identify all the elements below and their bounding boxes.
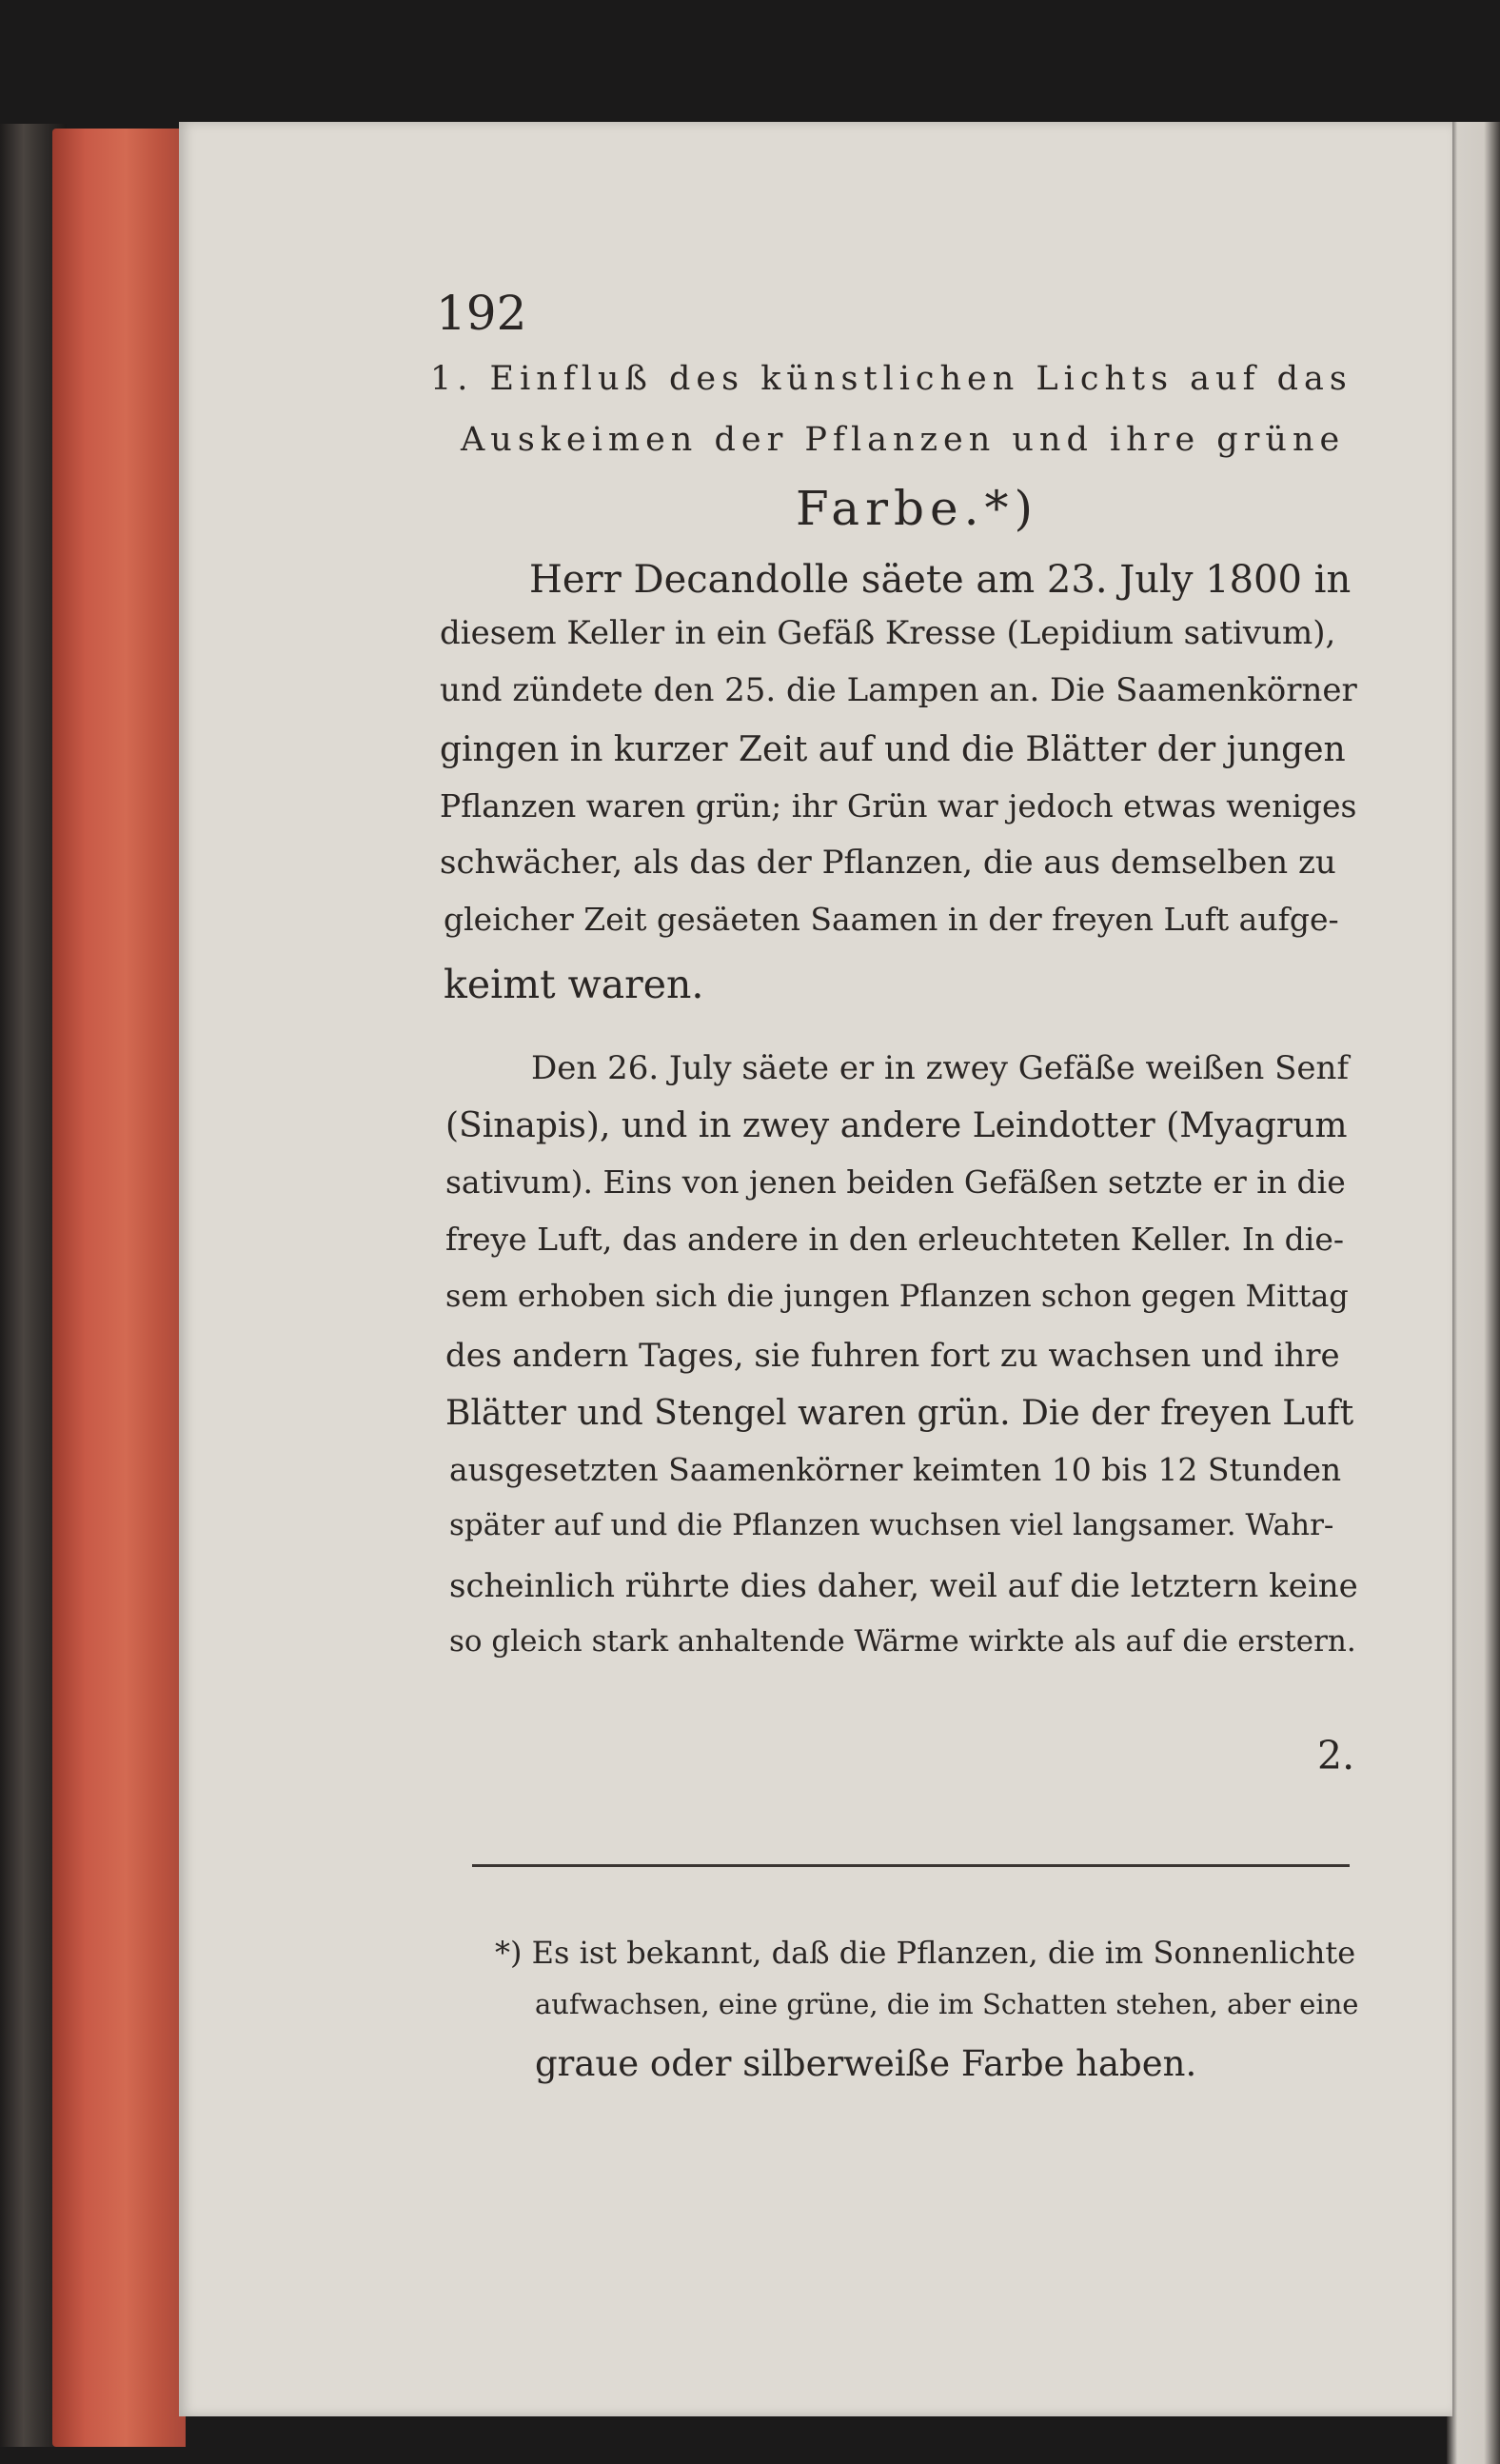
- red-page-edges: [52, 129, 186, 2447]
- paragraph-2-line: so gleich stark anhaltende Wärme wirkte als auf die erstern.: [449, 1624, 1356, 1659]
- paragraph-1-line: und zündete den 25. die Lampen an. Die Saamenkörner: [440, 671, 1357, 709]
- paragraph-1-line: gingen in kurzer Zeit auf und die Blätter der jungen: [440, 730, 1346, 769]
- heading-line-2: Auskeimen der Pflanzen und ihre grüne: [461, 421, 1346, 459]
- paragraph-2-line: ausgesetzten Saamenkörner keimten 10 bis 12 Stunden: [449, 1451, 1342, 1488]
- page-number: 192: [436, 286, 527, 341]
- paragraph-1-line: gleicher Zeit gesäeten Saamen in der freyen Luft aufge-: [444, 901, 1339, 938]
- footnote-line: *) Es ist bekannt, daß die Pflanzen, die im Sonnenlichte: [495, 1935, 1356, 1971]
- paragraph-2-line: sem erhoben sich die jungen Pflanzen schon gegen Mittag: [445, 1278, 1349, 1314]
- paragraph-2-line: später auf und die Pflanzen wuchsen viel langsamer. Wahr-: [449, 1508, 1334, 1542]
- book-gutter: [1447, 122, 1500, 2464]
- heading-line-1: 1. Einfluß des künstlichen Lichts auf das: [430, 360, 1352, 398]
- paragraph-2-line: Blätter und Stengel waren grün. Die der freyen Luft: [445, 1394, 1354, 1433]
- paragraph-1-line: schwächer, als das der Pflanzen, die aus demselben zu: [440, 844, 1336, 882]
- paragraph-2-line: des andern Tages, sie fuhren fort zu wachsen und ihre: [445, 1337, 1340, 1375]
- paragraph-2-line: (Sinapis), und in zwey andere Leindotter (Myagrum: [445, 1106, 1348, 1145]
- paragraph-1-line: Pflanzen waren grün; ihr Grün war jedoch etwas weniges: [440, 787, 1357, 825]
- footnote-separator: [472, 1864, 1350, 1867]
- heading-line-3: Farbe.*): [796, 481, 1039, 536]
- paragraph-1-line: diesem Keller in ein Gefäß Kresse (Lepidium sativum),: [440, 614, 1336, 652]
- paragraph-1-line: Herr Decandolle säete am 23. July 1800 in: [529, 558, 1352, 602]
- paragraph-2-line: sativum). Eins von jenen beiden Gefäßen setzte er in die: [445, 1163, 1346, 1201]
- paragraph-2-line: scheinlich rührte dies daher, weil auf die letztern keine: [449, 1567, 1358, 1605]
- footnote-line: graue oder silberweiße Farbe haben.: [535, 2043, 1197, 2084]
- paragraph-1-line: keimt waren.: [444, 962, 704, 1007]
- paragraph-2-line: Den 26. July säete er in zwey Gefäße weißen Senf: [531, 1049, 1350, 1087]
- footnote-line: aufwachsen, eine grüne, die im Schatten stehen, aber eine: [535, 1988, 1359, 2020]
- paragraph-2-line: freye Luft, das andere in den erleuchteten Keller. In die-: [445, 1221, 1344, 1258]
- catchword: 2.: [1317, 1733, 1355, 1778]
